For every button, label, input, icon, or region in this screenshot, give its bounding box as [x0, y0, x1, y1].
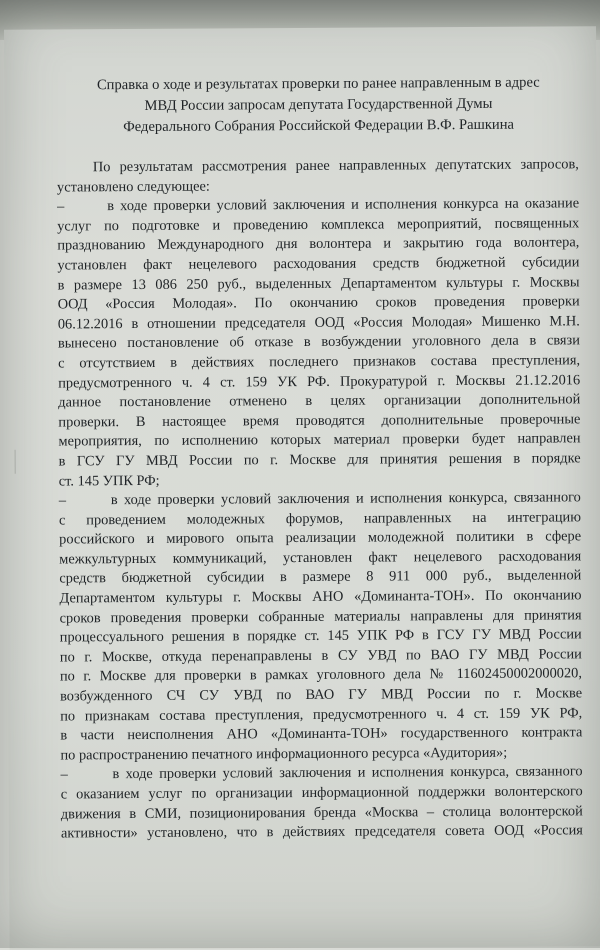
- text-line: ООД «Россия Молодая». По окончанию сроков проведения проверки: [57, 293, 580, 313]
- text-line: установлено следующее:: [56, 178, 210, 196]
- text-line: установлен факт нецелевого расходования средств бюджетной субсидии: [57, 254, 580, 274]
- title-line: Федерального Собрания Российской Федерации В.Ф. Рашкина: [123, 116, 515, 136]
- text-line: Департаментом культуры г. Москвы АНО «Доминанта-ТОН». По окончанию: [59, 587, 582, 607]
- text-line: – в ходе проверки условий заключения и исполнения конкурса на оказание: [57, 195, 580, 215]
- text-line: данное постановление отменено в целях организации дополнительной: [58, 391, 581, 411]
- text-line: – в ходе проверки условий заключения и исполнения конкурса, связанного: [60, 763, 583, 783]
- text-line: в размере 13 086 250 руб., выделенных Департаментом культуры г. Москвы: [57, 273, 580, 294]
- text-line: ст. 145 УПК РФ;: [58, 472, 160, 489]
- text-line: активности» установлено, что в действиях председателя совета ООД «Россия: [60, 822, 583, 842]
- list-item-1: [57, 194, 581, 491]
- text-line: средств бюджетной субсидии в размере 8 911 000 руб., выделенной: [59, 567, 582, 587]
- text-line: движения в СМИ, позиционирования бренда «Москва – столица волонтерской: [60, 802, 583, 823]
- list-item-3: [61, 763, 583, 845]
- text-line: с проведением молодежных форумов, направленных на интеграцию: [58, 508, 582, 529]
- text-line: по распространению печатного информационного ресурса «Аудитория»;: [60, 744, 508, 764]
- document-body: [57, 155, 583, 844]
- text-line: По результатам рассмотрения ранее направленных депутатских запросов,: [92, 156, 579, 176]
- intro-paragraph: [57, 155, 579, 197]
- text-line: по признакам состава преступления, предусмотренного ч. 4 ст. 159 УК РФ,: [60, 704, 583, 725]
- document-title: [44, 72, 592, 138]
- text-line: возбужденного СЧ СУ УВД по ВАО ГУ МВД России по г. Москве: [60, 685, 583, 705]
- list-item-2: [59, 488, 583, 765]
- text-line: 06.12.2016 в отношении председателя ООД «Россия Молодая» Мишенко М.Н.: [57, 313, 580, 333]
- text-line: в части неисполнения АНО «Доминанта-ТОН» государственного контракта: [60, 724, 583, 744]
- text-line: процессуального решения в порядке ст. 145 УПК РФ в ГСУ ГУ МВД России: [59, 626, 582, 646]
- text-line: – в ходе проверки условий заключения и исполнения конкурса, связанного: [58, 489, 581, 509]
- title-line: Справка о ходе и результатах проверки по ранее направленным в адрес: [96, 74, 540, 94]
- text-line: услуг по подготовке и проведению комплекса мероприятий, посвященных: [57, 215, 580, 235]
- text-line: празднованию Международного дня волонтера и закрытию года волонтера,: [57, 234, 580, 254]
- text-line: межкультурных коммуникаций, установлен факт нецелевого расходования: [59, 548, 582, 568]
- text-line: проверки. В настоящее время проводятся дополнительные проверочные: [58, 411, 581, 431]
- text-line: по г. Москве для проверки в рамках уголовного дела № 11602450002000020,: [59, 665, 582, 685]
- text-line: сроков проведения проверки собранные материалы направлены для принятия: [59, 606, 582, 627]
- document-page: [4, 26, 600, 950]
- text-line: с отсутствием в действиях последнего признаков состава преступления,: [57, 352, 581, 372]
- text-line: вынесено постановление об отказе в возбуждении уголовного дела в связи: [57, 332, 580, 352]
- text-line: с оказанием услуг по организации информационной поддержки волонтерского: [60, 783, 583, 803]
- text-line: российского и мирового опыта реализации молодежной политики в сфере: [59, 528, 582, 548]
- text-line: мероприятия, по исполнению которых материал проверки будет направлен: [58, 430, 581, 450]
- title-line: МВД России запросам депутата Государственной Думы: [144, 95, 493, 114]
- text-line: предусмотренного ч. 4 ст. 159 УК РФ. Прокуратурой г. Москвы 21.12.2016: [58, 371, 581, 392]
- text-line: в ГСУ ГУ МВД России по г. Москве для принятия решения в порядке: [58, 450, 581, 470]
- text-line: по г. Москве, откуда перенаправлены в СУ УВД по ВАО ГУ МВД России: [59, 646, 582, 666]
- page-edge-mark: [15, 450, 22, 474]
